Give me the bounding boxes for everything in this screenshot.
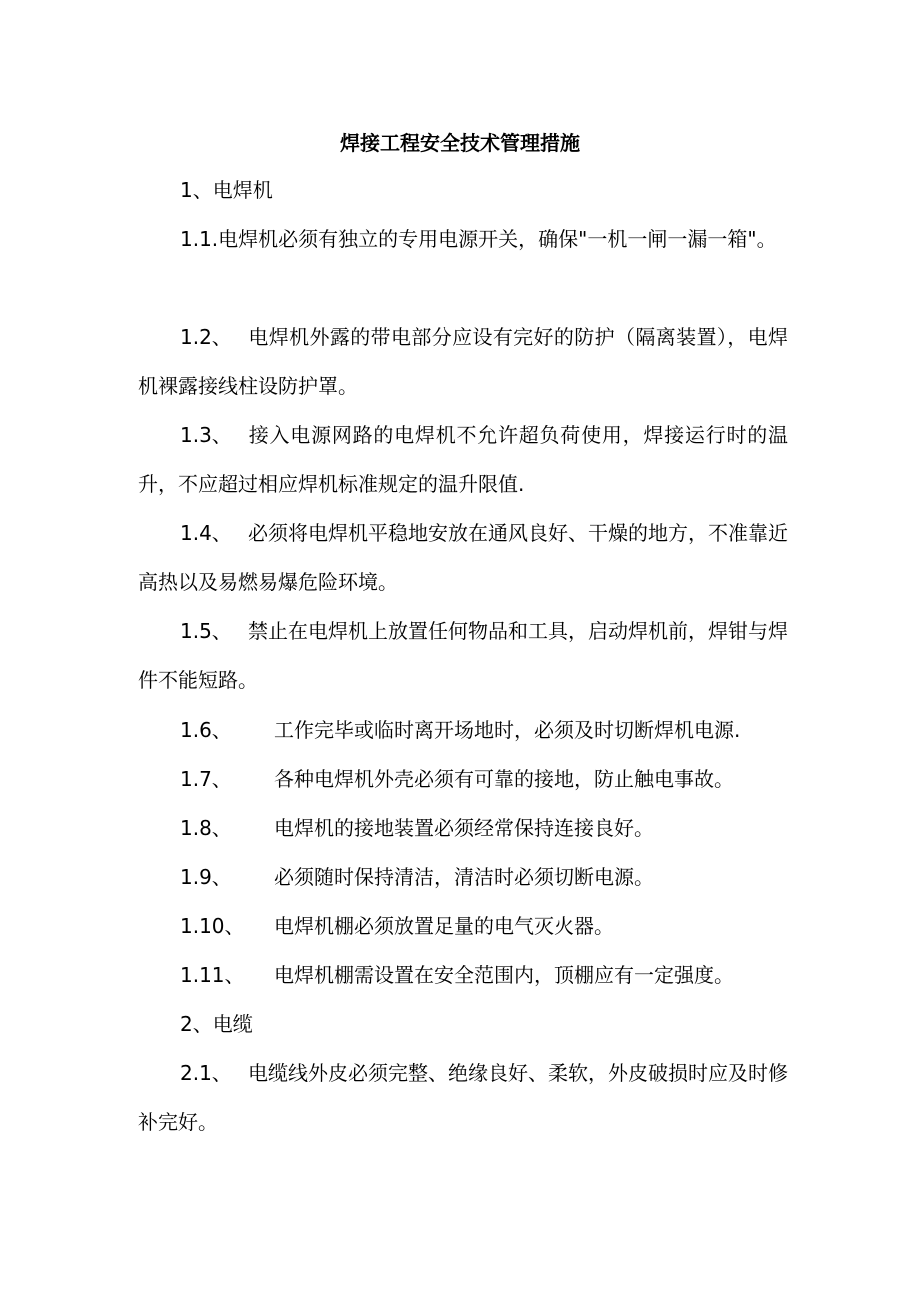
item-text: 必须随时保持清洁，清洁时必须切断电源。 bbox=[274, 865, 654, 889]
section-heading-cable: 2、电缆 bbox=[180, 1012, 253, 1036]
list-item bbox=[180, 863, 654, 891]
item-text: 工作完毕或临时离开场地时，必须及时切断焊机电源. bbox=[274, 718, 741, 742]
item-number: 1.8、 bbox=[180, 816, 232, 840]
item-text: 电焊机必须有独立的专用电源开关，确保"一机一闸一漏一箱"。 bbox=[218, 227, 777, 251]
list-item bbox=[138, 411, 788, 509]
item-number: 1.6、 bbox=[180, 718, 232, 742]
item-number: 1.1. bbox=[180, 227, 219, 251]
item-text: 各种电焊机外壳必须有可靠的接地，防止触电事故。 bbox=[274, 767, 734, 791]
item-text: 电缆线外皮必须完整、绝缘良好、柔软，外皮破损时应及时修补完好。 bbox=[138, 1061, 788, 1134]
item-text: 电焊机棚需设置在安全范围内，顶棚应有一定强度。 bbox=[274, 963, 734, 987]
item-number: 1.9、 bbox=[180, 865, 232, 889]
list-item bbox=[138, 313, 788, 411]
item-number: 1.5、 bbox=[180, 619, 232, 643]
list-item bbox=[138, 1049, 788, 1147]
list-item bbox=[138, 509, 788, 607]
document-title: 焊接工程安全技术管理措施 bbox=[340, 131, 580, 155]
item-number: 1.11、 bbox=[180, 963, 245, 987]
item-number: 1.7、 bbox=[180, 767, 232, 791]
list-item bbox=[180, 716, 740, 744]
list-item bbox=[180, 814, 654, 842]
item-number: 2.1、 bbox=[180, 1061, 232, 1085]
item-text: 电焊机棚必须放置足量的电气灭火器。 bbox=[274, 914, 614, 938]
list-item bbox=[180, 765, 734, 793]
item-text: 接入电源网路的电焊机不允许超负荷使用，焊接运行时的温升，不应超过相应焊机标准规定的温升限值. bbox=[138, 423, 788, 496]
item-text: 电焊机外露的带电部分应设有完好的防护（隔离装置），电焊机裸露接线柱设防护罩。 bbox=[138, 325, 788, 398]
item-number: 1.4、 bbox=[180, 521, 232, 545]
list-item bbox=[138, 215, 788, 264]
item-text: 禁止在电焊机上放置任何物品和工具，启动焊机前，焊钳与焊件不能短路。 bbox=[138, 619, 788, 692]
item-number: 1.10、 bbox=[180, 914, 245, 938]
list-item bbox=[138, 607, 788, 705]
item-text: 必须将电焊机平稳地安放在通风良好、干燥的地方，不准靠近高热以及易燃易爆危险环境。 bbox=[138, 521, 788, 594]
item-text: 电焊机的接地装置必须经常保持连接良好。 bbox=[274, 816, 654, 840]
item-number: 1.2、 bbox=[180, 325, 232, 349]
item-number: 1.3、 bbox=[180, 423, 232, 447]
list-item bbox=[180, 912, 614, 940]
section-heading-welder: 1、电焊机 bbox=[180, 178, 273, 202]
list-item bbox=[180, 961, 734, 989]
